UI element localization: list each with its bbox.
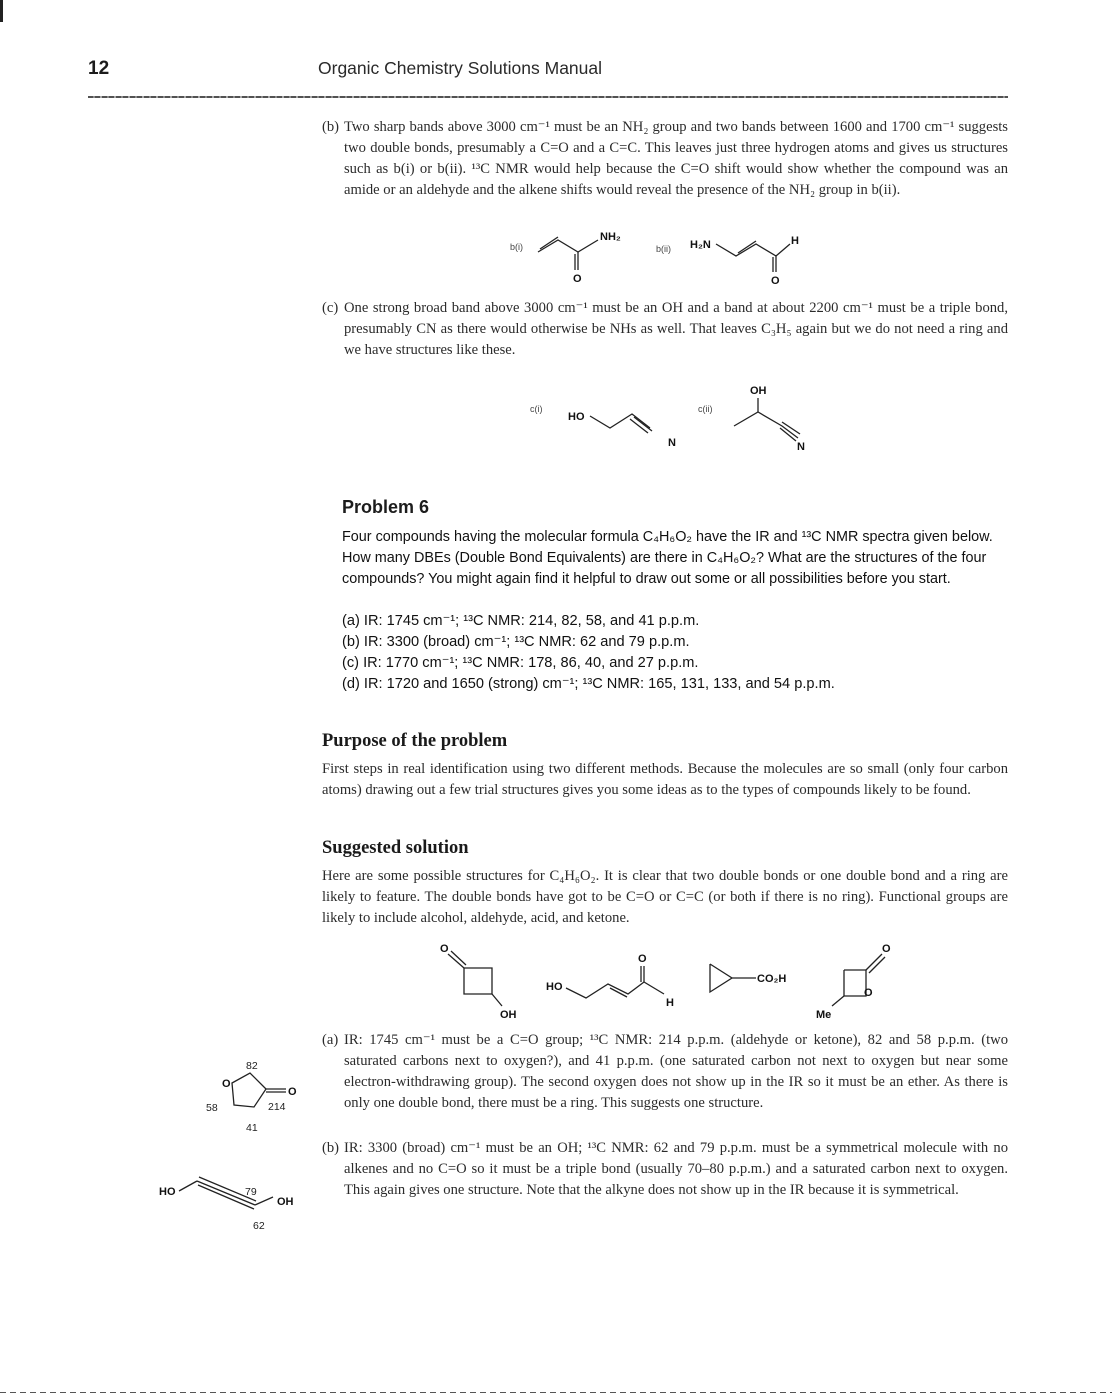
atom-ci-n: N (668, 437, 676, 449)
atom-bii-o: O (771, 275, 780, 287)
shift-41: 41 (246, 1122, 258, 1134)
atom-s4-me: Me (816, 1009, 832, 1020)
ring-s4 (844, 970, 866, 996)
atom-bi-o: O (573, 273, 582, 285)
atom-bii-h: H (791, 235, 799, 247)
label-bii: b(ii) (656, 244, 671, 254)
ring-s1 (464, 968, 492, 994)
shift-82: 82 (246, 1060, 258, 1072)
bond-s4-me (832, 996, 844, 1006)
answer-c (322, 298, 1008, 362)
atom-s4-o: O (882, 943, 891, 955)
bond-bii-double (738, 241, 756, 253)
shift-79: 79 (245, 1186, 257, 1198)
header-rule (88, 96, 1008, 98)
solution-b-label: (b) (322, 1140, 340, 1156)
atom-cii-n: N (797, 441, 805, 452)
scan-mark-bottom (0, 1392, 1112, 1393)
atom-cii-oh: OH (750, 385, 767, 397)
answer-b-label: (b) (322, 119, 340, 135)
answer-b (322, 117, 1008, 222)
solution-heading: Suggested solution (322, 838, 469, 858)
atom-bi-nh2: NH₂ (600, 231, 621, 243)
structures-solution (420, 940, 920, 1020)
atom-mb-ho: HO (159, 1186, 176, 1198)
page-number: 12 (88, 58, 110, 79)
solution-a-text: IR: 1745 cm⁻¹ must be a C=O group; ¹³C NMR: 214 p.p.m. (aldehyde or ketone), 82 and 58 p.p.m. (two saturated carbons next to oxygen?), and 41 p.p.m. (one saturated carbon not next to oxygen but near some electron-withdrawing group). The second oxygen does not show up in the IR so it must be an ether. As there is only one double bond, there must be a ring. This suggests one structure. (344, 1032, 1008, 1111)
solution-a-label: (a) (322, 1032, 339, 1048)
label-bi: b(i) (510, 242, 523, 252)
atom-ma-o2: O (288, 1086, 297, 1098)
margin-structure-b (155, 1165, 315, 1235)
shift-62: 62 (253, 1220, 265, 1232)
shift-58: 58 (206, 1102, 218, 1114)
atom-ma-o: O (222, 1078, 231, 1090)
margin-structure-a (200, 1055, 320, 1135)
label-cii: c(ii) (698, 404, 713, 414)
atom-s1-oh: OH (500, 1009, 517, 1020)
problem-intro: Four compounds having the molecular formula C₄H₆O₂ have the IR and ¹³C NMR spectra given below. How many DBEs (Double Bond Equivalents) are there in C₄H₆O₂? What are the structures of the four compounds? You might again find it helpful to draw out some or all possibilities before you start. (342, 529, 993, 587)
ring-ma (232, 1073, 266, 1107)
problem-item-c: (c) IR: 1770 cm⁻¹; ¹³C NMR: 178, 86, 40, and 27 p.p.m. (342, 655, 699, 671)
atom-s4-ring-o: O (864, 987, 873, 999)
ring-s3 (710, 964, 732, 992)
atom-s2-ho: HO (546, 981, 563, 993)
atom-s2-h: H (666, 997, 674, 1009)
bond-mb-2 (255, 1197, 273, 1205)
atom-s3-co2h: CO₂H (757, 973, 787, 985)
solution-b-text: IR: 3300 (broad) cm⁻¹ must be an OH; ¹³C NMR: 62 and 79 p.p.m. must be a symmetrical molecule with no alkenes and no C=O so it must be a triple bond (usually 70–80 p.p.m.) and a saturated carbon next to oxygen. This again gives one structure. Note that the alkyne does not show up in the IR because it is symmetrical. (344, 1140, 1008, 1198)
problem-heading: Problem 6 (342, 497, 430, 517)
purpose-text: First steps in real identification using two different methods. Because the molecules are so small (only four carbon atoms) drawing out a few trial structures gives you some ideas as to the types of compounds likely to be found. (322, 761, 1008, 798)
atom-bii-h2n: H₂N (690, 239, 711, 251)
atom-mb-oh: OH (277, 1196, 294, 1208)
solution-text: Here are some possible structures for C₄H₆O₂. It is clear that two double bonds or one double bond and a ring are likely to feature. The double bonds have got to be C=O or C=C (or both if there is no ring). Functional groups are likely to include alcohol, aldehyde, acid, and ketone. (322, 868, 1008, 926)
solution-a (322, 1030, 1008, 1135)
answer-b-text: Two sharp bands above 3000 cm⁻¹ must be an NH₂ group and two bands between 1600 and 1700 cm⁻¹ suggests two double bonds, presumably a C=O and a C=C. This leaves just three hydrogen atoms and gives us structures such as b(i) or b(ii). ¹³C NMR would help because the C=O shift would show whether the compound was an amide or an aldehyde and the alkene shifts would reveal the presence of the NH₂ group in b(ii). (344, 119, 1008, 198)
problem-item-a: (a) IR: 1745 cm⁻¹; ¹³C NMR: 214, 82, 58, and 41 p.p.m. (342, 613, 700, 629)
answer-c-label: (c) (322, 300, 339, 316)
bond-s1-oh (492, 994, 502, 1006)
problem-item-b: (b) IR: 3300 (broad) cm⁻¹; ¹³C NMR: 62 and 79 p.p.m. (342, 634, 690, 650)
bond-bii-chain (716, 244, 790, 256)
structures-b (500, 226, 830, 290)
problem-item-d: (d) IR: 1720 and 1650 (strong) cm⁻¹; ¹³C NMR: 165, 131, 133, and 54 p.p.m. (342, 676, 835, 692)
bond-bi-chain (538, 240, 598, 252)
bond-mb-1 (179, 1181, 197, 1191)
solution-b (322, 1138, 1008, 1223)
structures-c (520, 380, 820, 452)
answer-c-text: One strong broad band above 3000 cm⁻¹ must be an OH and a band at about 2200 cm⁻¹ must be a triple bond, presumably CN as there would otherwise be NHs as well. That leaves C₃H₅ again but we do not need a ring and we have structures like these. (344, 300, 1008, 358)
problem-list (342, 611, 835, 695)
atom-ci-ho: HO (568, 411, 585, 423)
atom-s2-o: O (638, 953, 647, 965)
bond-ci-chain (590, 414, 650, 428)
running-title: Organic Chemistry Solutions Manual (318, 58, 603, 78)
bond-bi-double (540, 237, 558, 249)
scan-mark-top (0, 0, 3, 22)
label-ci: c(i) (530, 404, 543, 414)
atom-s1-o: O (440, 943, 449, 955)
shift-214: 214 (268, 1101, 286, 1113)
purpose-heading: Purpose of the problem (322, 731, 508, 751)
